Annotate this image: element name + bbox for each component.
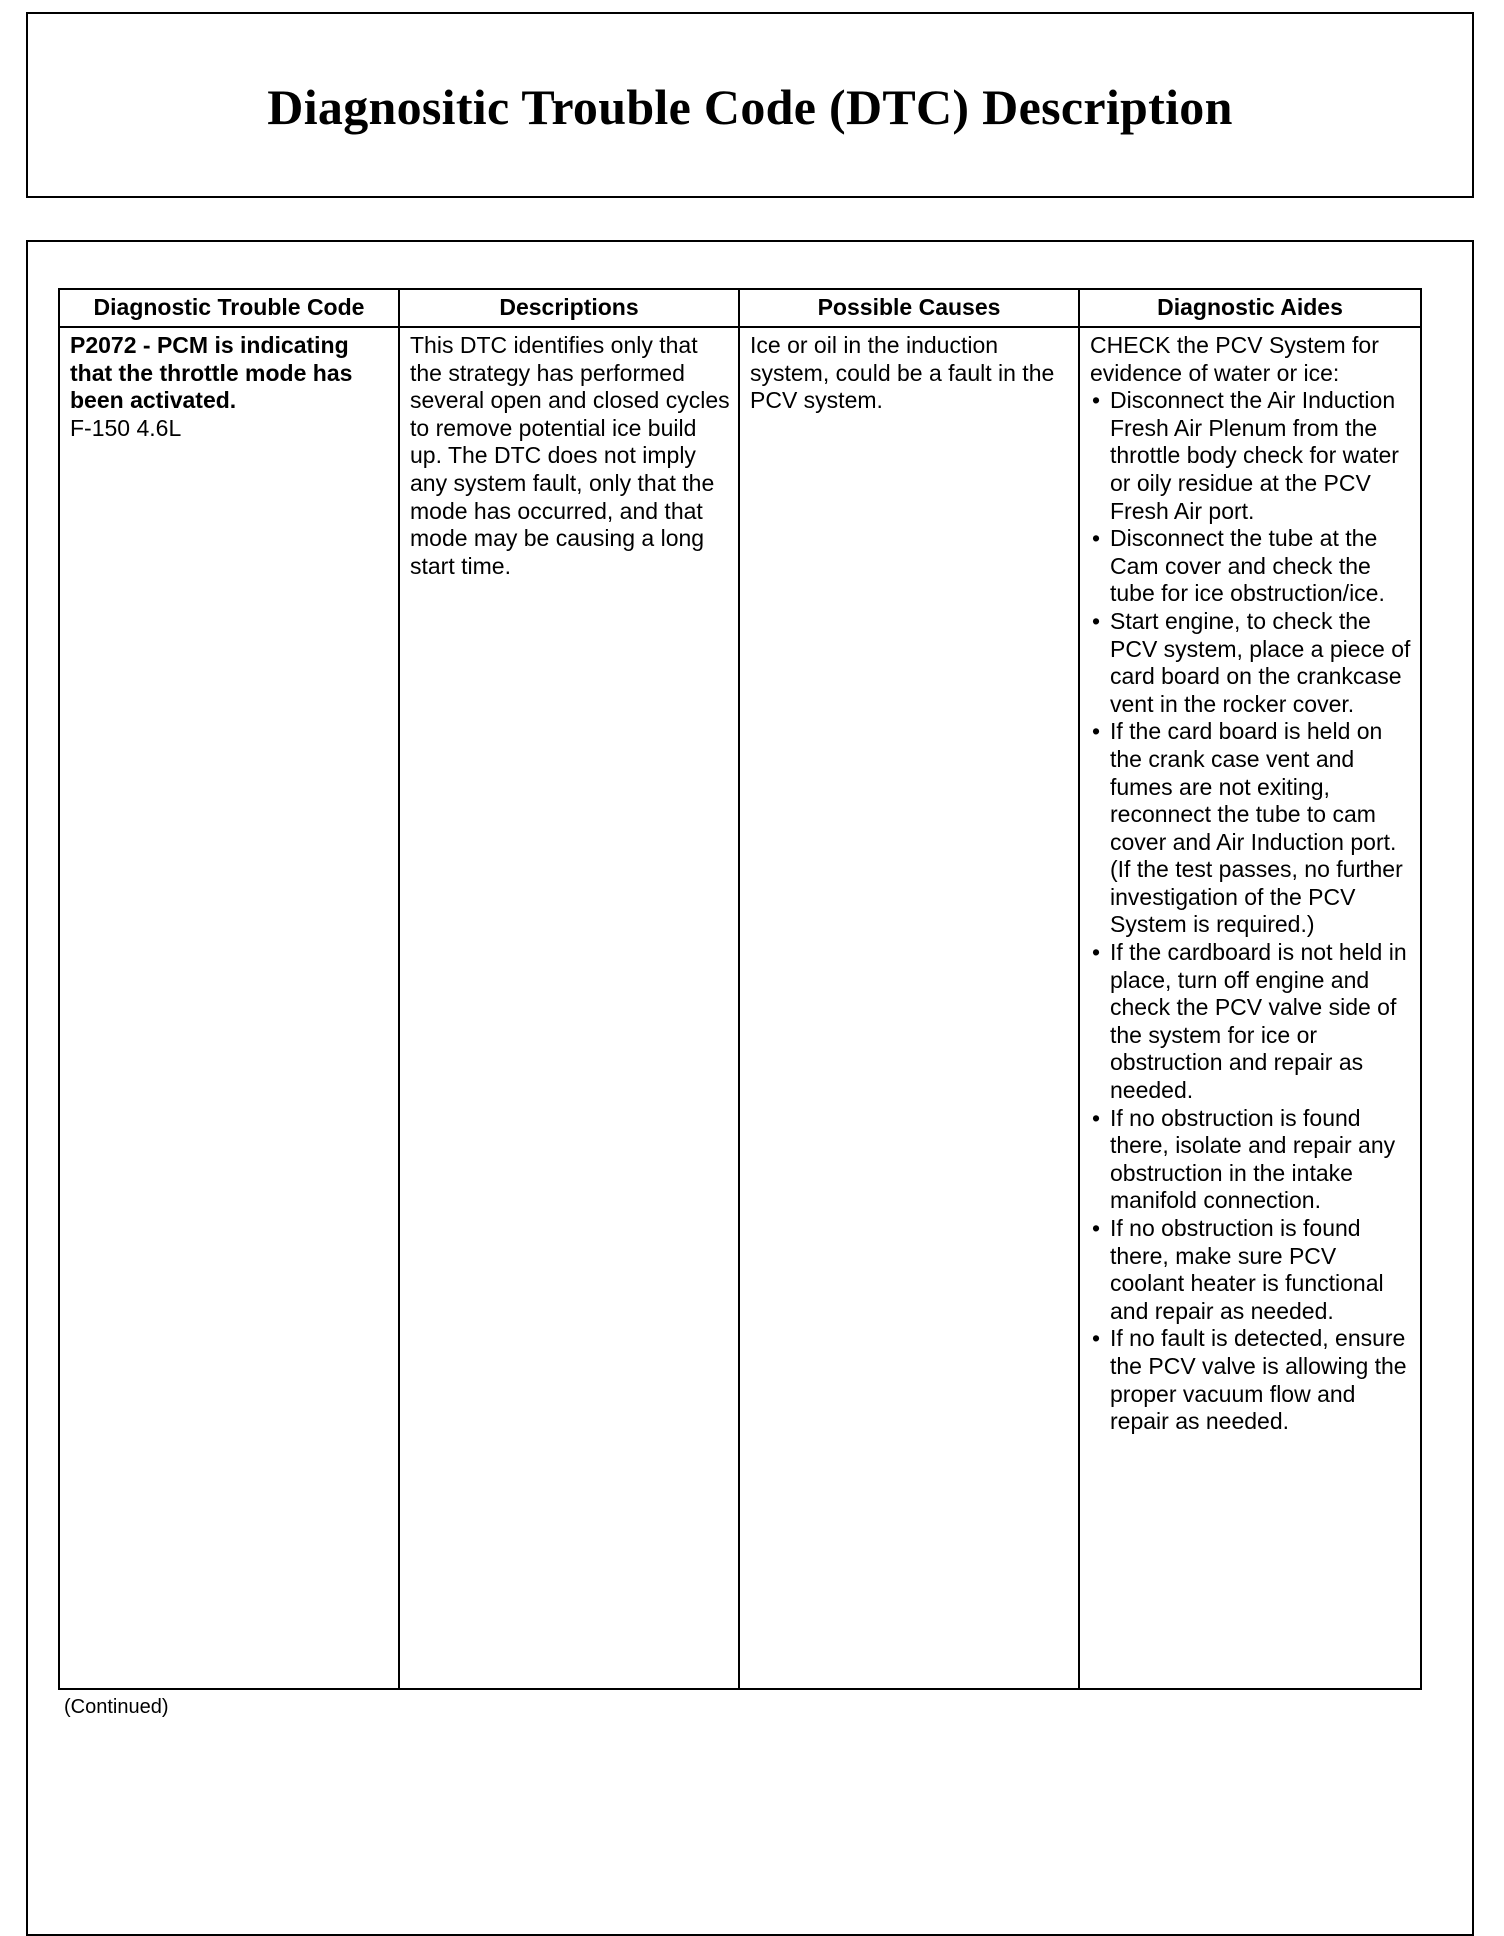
cell-code bbox=[59, 327, 399, 1689]
dtc-code-title: P2072 - PCM is indicating that the throttle mode has been activated. bbox=[70, 332, 353, 414]
page-title: Diagnositic Trouble Code (DTC) Description bbox=[267, 79, 1233, 135]
cell-description: This DTC identifies only that the strategy has performed several open and closed cycles to remove potential ice build up. The DTC does not imply any system fault, only that the mode has occurred, and that mode may be causing a long start time. bbox=[399, 327, 739, 1689]
aide-text: Disconnect the Air Induction Fresh Air Plenum from the throttle body check for water or oily residue at the PCV Fresh Air port. bbox=[1110, 387, 1399, 524]
bullet-icon: • bbox=[1092, 607, 1101, 634]
bullet-icon: • bbox=[1092, 1104, 1101, 1131]
aides-list bbox=[1090, 387, 1412, 1436]
aide-text: If the cardboard is not held in place, turn off engine and check the PCV valve side of the system for ice or obstruction and repair as needed. bbox=[1110, 939, 1407, 1104]
bullet-icon: • bbox=[1092, 387, 1101, 414]
header-possible-causes: Possible Causes bbox=[739, 289, 1079, 327]
aides-intro: CHECK the PCV System for evidence of water or ice: bbox=[1090, 332, 1379, 386]
table-header-row bbox=[59, 289, 1421, 327]
header-diagnostic-trouble-code: Diagnostic Trouble Code bbox=[59, 289, 399, 327]
aide-text: Disconnect the tube at the Cam cover and check the tube for ice obstruction/ice. bbox=[1110, 525, 1385, 607]
continued-note: (Continued) bbox=[64, 1696, 169, 1718]
aide-text: If no obstruction is found there, isolate and repair any obstruction in the intake manifold connection. bbox=[1110, 1104, 1396, 1214]
cell-possible-causes: Ice or oil in the induction system, could be a fault in the PCV system. bbox=[739, 327, 1079, 1689]
bullet-icon: • bbox=[1092, 1215, 1101, 1241]
cell-diagnostic-aides bbox=[1079, 327, 1421, 1689]
content-box bbox=[26, 240, 1474, 1936]
list-item bbox=[1090, 525, 1412, 608]
header-diagnostic-aides: Diagnostic Aides bbox=[1079, 289, 1421, 327]
aide-text: If no obstruction is found there, make sure PCV coolant heater is functional and repair as needed. bbox=[1110, 1215, 1384, 1324]
aide-text: Start engine, to check the PCV system, place a piece of card board on the crankcase vent in the rocker cover. bbox=[1110, 607, 1411, 717]
bullet-icon: • bbox=[1092, 718, 1101, 745]
vehicle-model: F-150 4.6L bbox=[70, 414, 182, 441]
bullet-icon: • bbox=[1092, 525, 1101, 552]
title-box bbox=[26, 12, 1474, 198]
aide-text: If the card board is held on the crank case vent and fumes are not exiting, reconnect the tube to cam cover and Air Induction port. (If the test passes, no further investigation of the PCV System is required.) bbox=[1110, 718, 1403, 938]
list-item bbox=[1090, 1105, 1412, 1215]
list-item bbox=[1090, 387, 1412, 525]
list-item bbox=[1090, 939, 1412, 1105]
aide-text: If no fault is detected, ensure the PCV valve is allowing the proper vacuum flow and repair as needed. bbox=[1110, 1325, 1407, 1435]
list-item bbox=[1090, 608, 1412, 718]
bullet-icon: • bbox=[1092, 1325, 1101, 1352]
list-item bbox=[1090, 718, 1412, 939]
bullet-icon: • bbox=[1092, 939, 1101, 966]
dtc-table bbox=[58, 288, 1422, 1690]
list-item bbox=[1090, 1215, 1412, 1325]
list-item bbox=[1090, 1325, 1412, 1435]
header-descriptions: Descriptions bbox=[399, 289, 739, 327]
table-row bbox=[59, 327, 1421, 1689]
